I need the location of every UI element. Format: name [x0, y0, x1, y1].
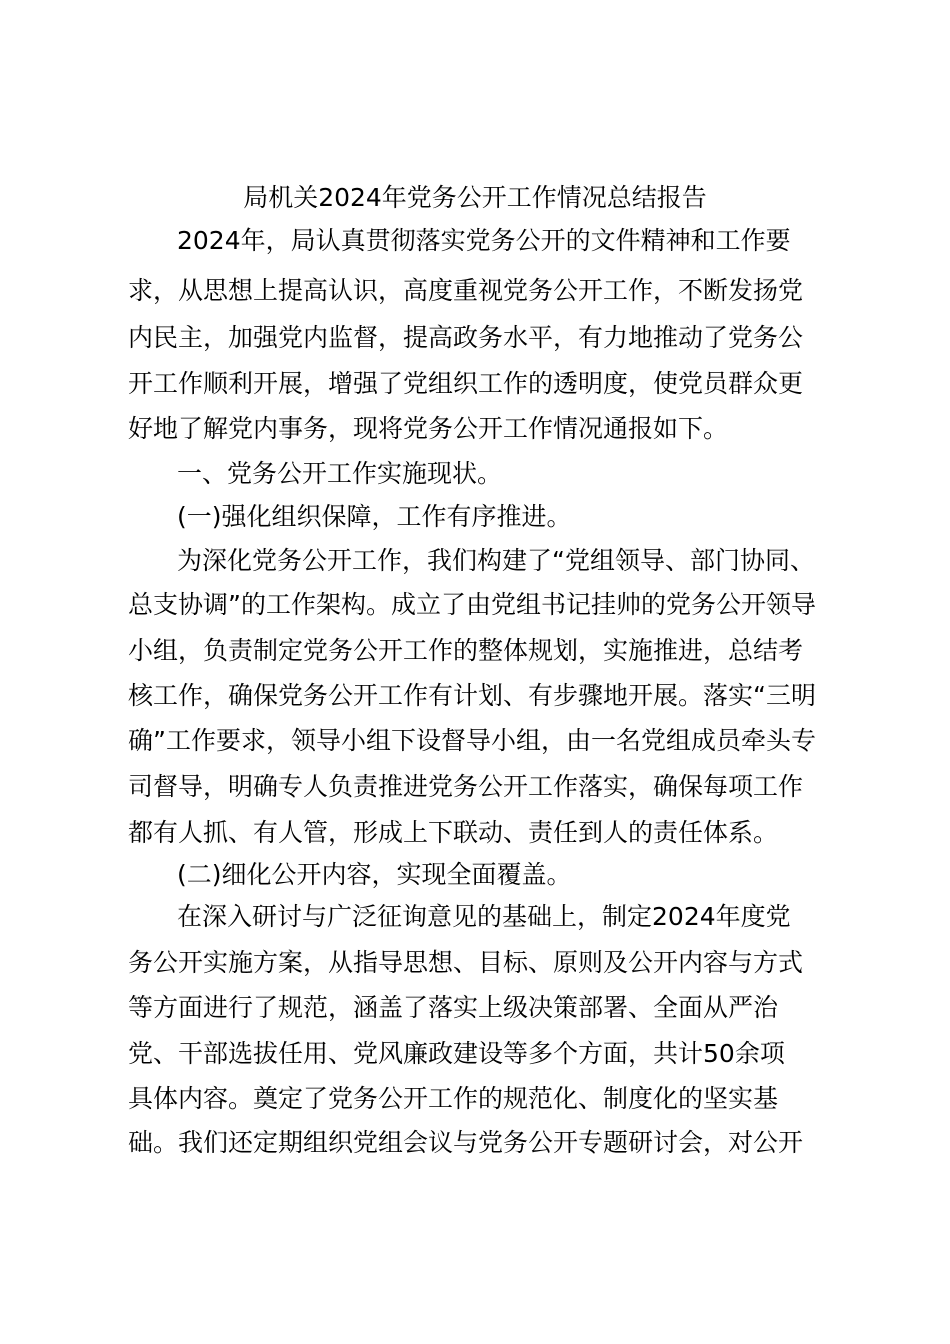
- paragraph-line: 在深入研讨与广泛征询意见的基础上，制定2024年度党: [177, 902, 791, 931]
- paragraph-line: 开工作顺利开展，增强了党组织工作的透明度，使党员群众更: [128, 369, 804, 398]
- paragraph-line: 具体内容。奠定了党务公开工作的规范化、制度化的坚实基: [128, 1084, 779, 1113]
- paragraph-line: 务公开实施方案，从指导思想、目标、原则及公开内容与方式: [128, 948, 804, 977]
- paragraph-line: 为深化党务公开工作，我们构建了“党组领导、部门协同、: [177, 546, 815, 575]
- paragraph-line: 小组，负责制定党务公开工作的整体规划，实施推进，总结考: [128, 636, 804, 665]
- paragraph-line: 确”工作要求，领导小组下设督导小组，由一名党组成员牵头专: [128, 726, 816, 755]
- paragraph-line: 等方面进行了规范，涵盖了落实上级决策部署、全面从严治: [128, 993, 779, 1022]
- paragraph-line: 司督导，明确专人负责推进党务公开工作落实，确保每项工作: [128, 772, 804, 801]
- subsection-heading: (一)强化组织保障，工作有序推进。: [177, 502, 572, 531]
- paragraph-line: 求，从思想上提高认识，高度重视党务公开工作，不断发扬党: [128, 276, 804, 305]
- paragraph-line: 党、干部选拔任用、党风廉政建设等多个方面，共计50余项: [128, 1039, 785, 1068]
- paragraph-line: 核工作，确保党务公开工作有计划、有步骤地开展。落实“三明: [128, 681, 816, 710]
- paragraph-line: 2024年，局认真贯彻落实党务公开的文件精神和工作要: [177, 226, 791, 255]
- paragraph-line: 础。我们还定期组织党组会议与党务公开专题研讨会，对公开: [128, 1128, 804, 1157]
- paragraph-line: 总支协调”的工作架构。成立了由党组书记挂帅的党务公开领导: [128, 590, 816, 619]
- document-title: 局机关2024年党务公开工作情况总结报告: [243, 183, 707, 212]
- paragraph-line: 内民主，加强党内监督，提高政务水平，有力地推动了党务公: [128, 323, 804, 352]
- section-heading: 一、党务公开工作实施现状。: [177, 459, 503, 488]
- subsection-heading: (二)细化公开内容，实现全面覆盖。: [177, 860, 572, 889]
- paragraph-line: 好地了解党内事务，现将党务公开工作情况通报如下。: [128, 414, 729, 443]
- paragraph-line: 都有人抓、有人管，形成上下联动、责任到人的责任体系。: [128, 818, 779, 847]
